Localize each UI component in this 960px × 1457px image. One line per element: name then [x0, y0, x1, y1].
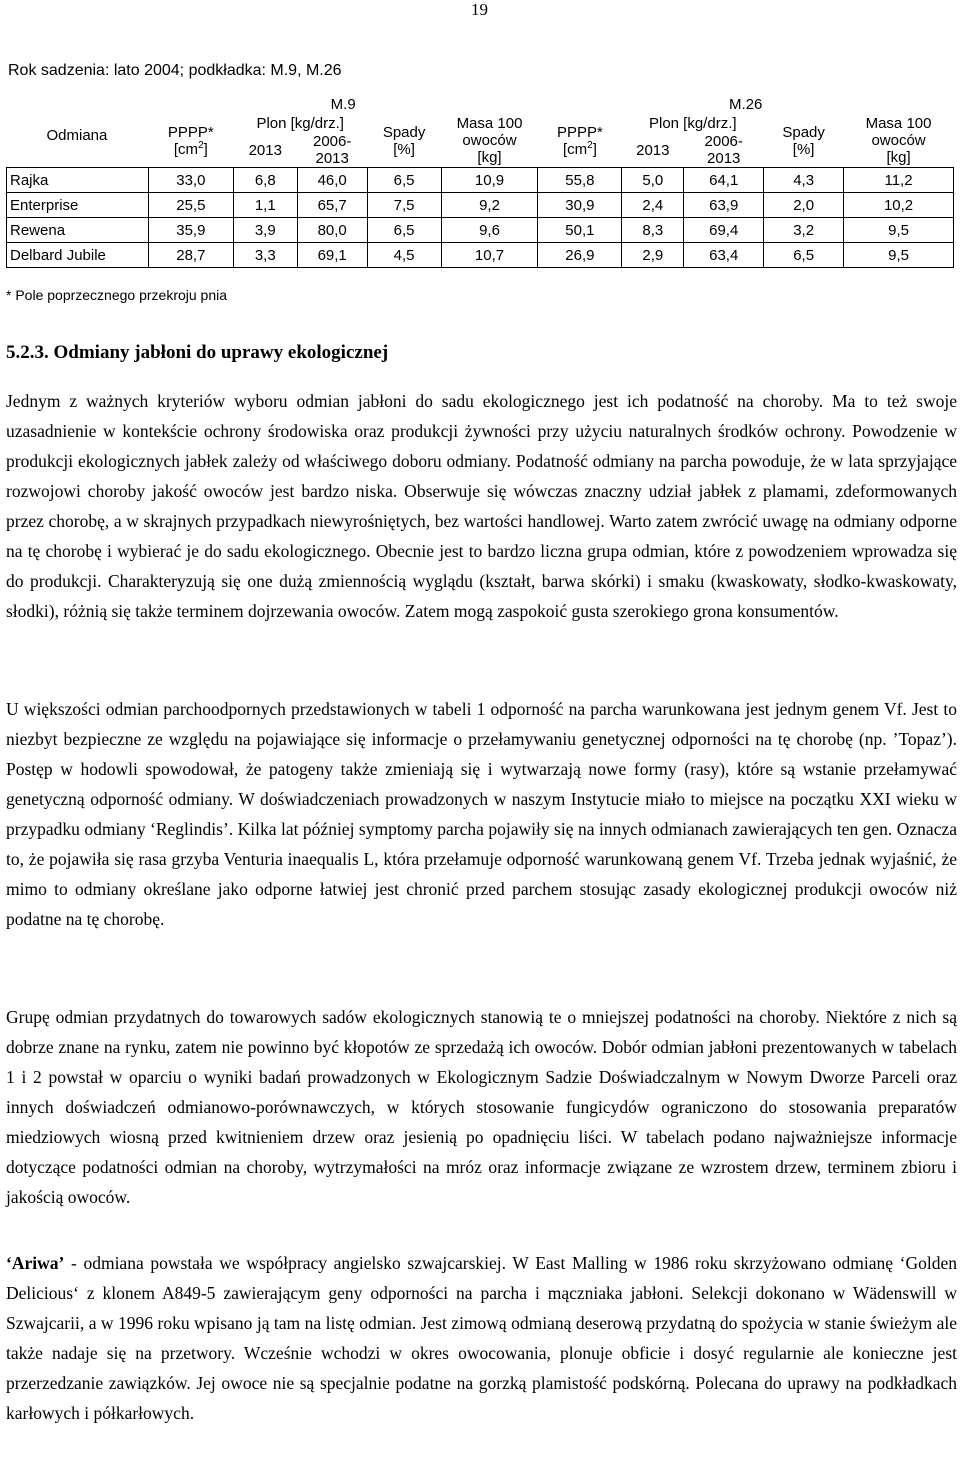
page-number: 19 [471, 0, 488, 19]
paragraph-4: ‘Ariwa’ - odmiana powstała we współpracy angielsko szwajcarskiej. W East Malling w 1986 roku skrzyżowano odmianę ‘Golden Delicious‘ z klonem A849-5 zawierającym geny odporności na parcha i mączniaka jabłoni. Selekcji dokonano w Wädenswill w Szwajcarii, a w 1996 roku wpisano ją tam na listę odmian. Jest zimową odmianą deserową przydatną do spożycia w stanie świeżym ale także nadaje się na przetwory. Wcześnie wchodzi w okres owocowania, plonuje obficie i dosyć regularnie ale konieczne jest przerzedzanie zawiązków. Jej owoce nie są specjalnie podatne na gorzką plamistość podskórną. Polecana do uprawy na podkładkach karłowych i półkarłowych. [6, 1253, 957, 1423]
header-variety: Odmiana [46, 127, 108, 144]
variety-cell: Rajka [7, 168, 149, 193]
yield-table [6, 95, 954, 268]
value-cell: 25,5 [148, 193, 233, 218]
paragraph-3: Grupę odmian przydatnych do towarowych sadów ekologicznych stanowią te o mniejszej podatności na choroby. Niektóre z nich są dobrze znane na rynku, zatem nie powinno być kłopotów ze sprzedażą ich owoców. Dobór odmian jabłoni prezentowanych w tabelach 1 i 2 powstał w oparciu o wyniki badań prowadzonych w Ekologicznym Sadzie Doświadczalnym w Nowym Dworze Parceli oraz innych doświadczeń odmianowo-porównawczych, w których stosowanie fungicydów ograniczono do stosowania preparatów miedziowych wiosną przed kwitnieniem drzew oraz jesienią po opadnięciu liści. W tabelach podano najważniejsze informacje dotyczące podatności odmian na choroby, wytrzymałości na mróz oraz informacje związane ze wzrostem drzew, terminem zbioru i jakością owoców. [6, 1007, 957, 1207]
value-cell: 10,9 [441, 168, 538, 193]
value-cell: 35,9 [148, 218, 233, 243]
value-cell: 8,3 [622, 218, 684, 243]
value-cell: 4,3 [764, 168, 844, 193]
table-row [7, 218, 954, 243]
value-cell: 6,5 [367, 168, 441, 193]
value-cell: 7,5 [367, 193, 441, 218]
value-cell: 33,0 [148, 168, 233, 193]
value-cell: 30,9 [538, 193, 622, 218]
value-cell: 11,2 [844, 168, 954, 193]
value-cell: 80,0 [297, 218, 367, 243]
header-drop-m9: Spady [%] [382, 123, 426, 158]
header-mass-m9: Masa 100 owoców [kg] [456, 115, 523, 166]
header-group-m9: M.9 [330, 96, 356, 113]
header-range-m9: 2006- 2013 [312, 133, 352, 167]
value-cell: 3,3 [233, 243, 297, 268]
value-cell: 2,4 [622, 193, 684, 218]
value-cell: 10,7 [441, 243, 538, 268]
footnote: * Pole poprzecznego przekroju pnia [6, 287, 228, 303]
header-group-m26: M.26 [729, 96, 763, 113]
value-cell: 46,0 [297, 168, 367, 193]
header-range-m26: 2006- 2013 [704, 133, 743, 167]
value-cell: 69,1 [297, 243, 367, 268]
header-yield-m9: Plon [kg/drz.] [256, 115, 344, 132]
value-cell: 50,1 [538, 218, 622, 243]
value-cell: 64,1 [684, 168, 764, 193]
value-cell: 2,0 [764, 193, 844, 218]
value-cell: 6,5 [764, 243, 844, 268]
header-pppp-m9: PPPP* $[cm^2]$ [167, 123, 214, 158]
value-cell: 28,7 [148, 243, 233, 268]
table-caption: Rok sadzenia: lato 2004; podkładka: M.9, M.26 [8, 62, 342, 79]
value-cell: 1,1 [233, 193, 297, 218]
paragraph-1: Jednym z ważnych kryteriów wyboru odmian jabłoni do sadu ekologicznego jest ich podatność na choroby. Ma to też swoje uzasadnienie w kontekście ochrony środowiska oraz produkcji żywności przy użyciu naturalnych środków ochrony. Powodzenie w produkcji ekologicznych jabłek zależy od właściwego doboru odmiany. Podatność odmiany na parcha powoduje, że w lata sprzyjające rozwojowi choroby jakość owoców jest bardzo niska. Obserwuje się wówczas znaczny udział jabłek z plamami, zdeformowanych przez chorobę, a w skrajnych przypadkach niewyrośniętych, bez wartości handlowej. Warto zatem zwrócić uwagę na odmiany odporne na tę chorobę i wybierać je do sadu ekologicznego. Obecnie jest to bardzo liczna grupa odmian, które z powodzeniem wprowadza się do produkcji. Charakteryzują się one dużą zmiennością wyglądu (kształt, barwa skórki) i smaku (kwaskowaty, słodko-kwaskowaty, słodki), różnią się także terminem dojrzewania owoców. Zatem mogą zaspokoić gusta szerokiego grona konsumentów. [6, 391, 957, 621]
value-cell: 2,9 [622, 243, 684, 268]
variety-cell: Rewena [7, 218, 149, 243]
section-heading: 5.2.3. Odmiany jabłoni do uprawy ekologicznej [6, 342, 389, 363]
header-yield-m26: Plon [kg/drz.] [648, 115, 737, 132]
value-cell: 9,6 [441, 218, 538, 243]
value-cell: 3,9 [233, 218, 297, 243]
variety-cell: Delbard Jubile [7, 243, 149, 268]
header-year-m26: 2013 [636, 141, 670, 159]
value-cell: 4,5 [367, 243, 441, 268]
value-cell: 10,2 [844, 193, 954, 218]
value-cell: 3,2 [764, 218, 844, 243]
value-cell: 26,9 [538, 243, 622, 268]
value-cell: 6,8 [233, 168, 297, 193]
table-row [7, 243, 954, 268]
value-cell: 65,7 [297, 193, 367, 218]
value-cell: 69,4 [684, 218, 764, 243]
paragraph-2: U większości odmian parchoodpornych przedstawionych w tabeli 1 odporność na parcha warunkowana jest jednym genem Vf. Jest to niezbyt bezpieczne ze względu na pojawiające się informacje o przełamywaniu genetycznej odporności na tę chorobę (np. ’Topaz’). Postęp w hodowli spowodował, że patogeny także zmieniają się i wytwarzają nowe formy (rasy), które są wstanie przełamywać genetyczną odporność odmiany. W doświadczeniach prowadzonych w naszym Instytucie miało to miejsce na początku XXI wieku w przypadku odmiany ‘Reglindis’. Kilka lat później symptomy parcha pojawiły się na innych odmianach zawierających ten gen. Oznacza to, że pojawiła się rasa grzyba Venturia inaequalis L, która przełamuje odporność warunkowaną genem Vf. Trzeba jednak wyjaśnić, że mimo to odmiany określane jako odporne łatwiej jest chronić przed parchem stosując zasady ekologicznej produkcji owoców niż podatne na tę chorobę. [6, 699, 957, 929]
value-cell: 6,5 [367, 218, 441, 243]
value-cell: 9,2 [441, 193, 538, 218]
header-year-m9: 2013 [248, 141, 282, 159]
header-drop-m26: Spady [%] [782, 123, 825, 158]
variety-cell: Enterprise [7, 193, 149, 218]
value-cell: 63,9 [684, 193, 764, 218]
table-row [7, 168, 954, 193]
value-cell: 63,4 [684, 243, 764, 268]
value-cell: 55,8 [538, 168, 622, 193]
value-cell: 9,5 [844, 243, 954, 268]
variety-name-ariwa: ‘Ariwa’ [6, 1253, 65, 1273]
table-row [7, 193, 954, 218]
header-mass-m26: Masa 100 owoców [kg] [865, 115, 932, 166]
value-cell: 5,0 [622, 168, 684, 193]
header-pppp-m26: PPPP* $[cm^2]$ [556, 123, 603, 158]
value-cell: 9,5 [844, 218, 954, 243]
